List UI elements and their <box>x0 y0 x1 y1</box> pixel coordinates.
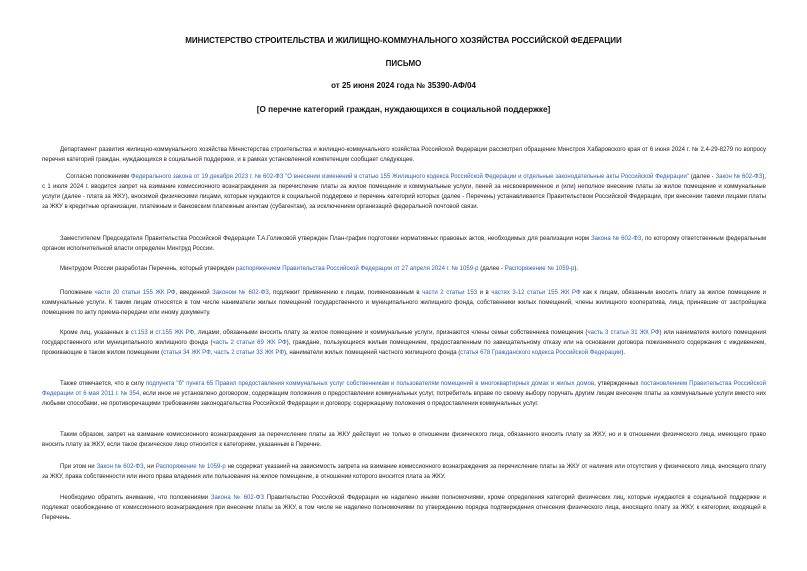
paragraph-text: ). <box>574 266 579 272</box>
paragraph-text: (далее - <box>689 174 716 180</box>
paragraph-9 <box>42 463 766 483</box>
paragraph-2 <box>42 173 766 213</box>
paragraph-text: (далее - <box>478 266 505 272</box>
legal-reference-link[interactable]: частях 3-12 статьи 155 ЖК РФ <box>491 290 581 296</box>
document-subject: [О перечне категорий граждан, нуждающихся в социальной поддержке] <box>256 105 551 114</box>
paragraph-text: ), наниматели жилых помещений частного жилищного фонда ( <box>283 349 461 356</box>
paragraph-text: , подлежит применению к лицам, поименованным в <box>268 290 423 296</box>
legal-reference-link[interactable]: статья 678 Гражданского кодекса Российской Федерации <box>460 349 622 356</box>
legal-reference-link[interactable]: Федерального закона от 19 декабря 2023 г. № 602-ФЗ "О внесении изменений в статью 155 Жилищного кодекса Российской Федерации и отдельные законодательные акты Российской Федерации" <box>130 174 690 180</box>
paragraph-text: , по которому ответственным федеральным органом исполнительной власти определен Минтруд России. <box>42 236 766 252</box>
paragraph-1 <box>42 146 766 166</box>
legal-reference-link[interactable]: Закона № 602-ФЗ <box>590 236 642 242</box>
paragraph-10 <box>42 494 766 524</box>
paragraph-text: , <box>210 349 215 356</box>
paragraph-8 <box>42 431 766 451</box>
paragraph-text: не содержат указаний на зависимость запрета на взимание комиссионного вознаграждения за перечисление платы за ЖКУ от наличия или отсутствия у физического лица, вносящего плату за ЖКУ, права собственности или иного права владения или пользования на жилое помещение, в отношении которого вносится плата за ЖКУ. <box>42 464 766 480</box>
legal-reference-link[interactable]: ст.155 ЖК РФ <box>155 330 195 336</box>
paragraph-7 <box>42 380 766 410</box>
legal-reference-link[interactable]: Распоряжение № 1059-р <box>155 464 226 470</box>
paragraph-6 <box>42 329 766 359</box>
legal-reference-link[interactable]: распоряжением Правительства Российской Федерации от 27 апреля 2024 г. № 1059-р <box>235 266 479 272</box>
paragraph-text: как к лицам, обязанным вносить плату за жилое помещение и коммунальные услуги. К таким лицам относятся в том числе наниматели жилых помещений государственного и муниципального жилищного фонда, собственники жилых помещений, члены жилищного кооператива, лица, принявшие от застройщика помещение по акту приема-передачи или иному документу. <box>42 290 766 316</box>
legal-reference-link[interactable]: постановлением Правительства Российской Федерации от 6 мая 2011 г. № 354 <box>42 381 767 397</box>
legal-reference-link[interactable]: части 2 статьи 153 <box>422 290 478 296</box>
paragraph-text: , утвержденных <box>594 381 641 387</box>
legal-reference-link[interactable]: статья 34 ЖК РФ <box>163 349 211 356</box>
legal-reference-link[interactable]: часть 2 статьи 69 ЖК РФ <box>212 339 287 346</box>
paragraph-text: Департамент развития жилищно-коммунального хозяйства Министерства строительства и жилищно-коммунального хозяйства Российской Федерации рассмотрел обращение Минстроя Хабаровского края от 6 июня 2024 г. № 2.4-29-8279 по вопросу перечня категорий граждан, нуждающихся в социальной поддержке, и в рамках установленной компетенции сообщает следующее. <box>42 147 766 163</box>
legal-reference-link[interactable]: подпункта "б" пункта 65 Правил предоставления коммунальных услуг собственникам и пользователям помещений в многоквартирных домах и жилых домов <box>145 381 595 387</box>
paragraph-text: , если иное не установлено договором, содержащим положения о предоставлении коммунальных услуг, потребитель вправе по своему выбору поручать другим лицам внесение платы за коммунальные услуги вместо них любыми способами, не противоречащими требованиям законодательства Российской Федерации и договору, содержащему положения о предоставлении коммунальных услуг. <box>42 390 767 407</box>
paragraph-text: Необходимо обратить внимание, что положениями <box>60 495 211 501</box>
legal-reference-link[interactable]: Закона № 602-ФЗ <box>210 495 265 501</box>
paragraph-5 <box>42 289 766 319</box>
paragraph-3 <box>42 235 766 255</box>
paragraph-text: При этом ни <box>60 464 97 470</box>
paragraph-text: , введенной <box>175 290 213 296</box>
paragraph-text: Согласно положениям <box>66 174 131 180</box>
paragraph-text: ), граждане, пользующиеся жилым помещением, предоставленным по завещательному отказу или на основании договора пожизненного содержания с иждивением, проживающие в таком жилом помещении ( <box>42 339 766 356</box>
document-date-number: от 25 июня 2024 года № 35390-АФ/04 <box>331 81 476 90</box>
paragraph-text: , лицами, обязанными вносить плату за жилое помещение и коммунальные услуги, признаются члены семьи собственника помещения ( <box>194 330 588 336</box>
legal-reference-link[interactable]: Законом № 602-ФЗ <box>212 290 269 296</box>
legal-reference-link[interactable]: часть 3 статьи 31 ЖК РФ <box>587 330 660 336</box>
legal-reference-link[interactable]: ст.153 <box>130 330 148 336</box>
paragraph-text: ). <box>621 349 626 356</box>
legal-reference-link[interactable]: части 20 статьи 155 ЖК РФ <box>94 290 176 296</box>
paragraph-text: Кроме лиц, указанных в <box>60 330 131 336</box>
paragraph-text: Заместителем Председателя Правительства Российской Федерации Т.А.Голиковой утвержден План-график подготовки нормативных правовых актов, необходимых для реализации норм <box>60 236 591 242</box>
legal-reference-link[interactable]: Закон № 602-ФЗ <box>96 464 144 470</box>
legal-reference-link[interactable]: Распоряжение № 1059-р <box>504 266 575 272</box>
paragraph-text: ), с 1 июля 2024 г. вводится запрет на взимание комиссионного вознаграждения за перечисление платы за жилое помещение и коммунальные услуги, пеней за несвоевременное и (или) неполное внесение платы за жилое помещение и коммунальные услуги (далее - плата за ЖКУ), вносимой физическими лицами, которые нуждаются в социальной поддержке и перечень категорий которых (далее - Перечень) устанавливается Правительством Российской Федерации, при внесении такими лицами платы за ЖКУ в кредитные организации, платежным и банковским платежным агентам (субагентам), за исключением организаций федеральной почтовой связи. <box>42 174 767 210</box>
paragraph-text: Минтрудом России разработан Перечень, который утвержден <box>60 266 236 272</box>
paragraph-text: ) или нанимателя жилого помещения государственного или муниципального жилищного фонда ( <box>42 330 767 346</box>
legal-reference-link[interactable]: Закон № 602-ФЗ <box>715 174 763 180</box>
legal-reference-link[interactable]: часть 2 статьи 33 ЖК РФ <box>214 349 284 356</box>
paragraph-text: Также отмечается, что в силу <box>60 381 146 387</box>
ministry-title: МИНИСТЕРСТВО СТРОИТЕЛЬСТВА И ЖИЛИЩНО-КОММУНАЛЬНОГО ХОЗЯЙСТВА РОССИЙСКОЙ ФЕДЕРАЦИИ <box>185 36 622 45</box>
document-type: ПИСЬМО <box>385 59 422 68</box>
paragraph-text: Положение <box>60 290 95 296</box>
paragraph-text: Правительство Российской Федерации не наделено иными полномочиями, кроме определения категорий физических лиц, которые нуждаются в социальной поддержке и подлежат освобождению от комиссионного вознаграждения при внесении платы за ЖКУ, в том числе не наделено полномочиями по утверждению порядка подтверждения отнесения физического лица, вносящего плату за ЖКУ, к категории, входящей в Перечень. <box>42 495 766 521</box>
paragraph-4 <box>42 265 766 275</box>
paragraph-text: и <box>147 330 156 336</box>
paragraph-text: Таким образом, запрет на взимание комиссионного вознаграждения за перечисление платы за ЖКУ действует не только в отношении физического лица, обязанного вносить плату за ЖКУ, но и в отношении физического лица, имеющего право вносить плату за ЖКУ, если такое физическое лицо относится к категориям, указанным в Перечне. <box>42 432 766 448</box>
paragraph-text: и в <box>477 290 492 296</box>
paragraph-text: , ни <box>143 464 156 470</box>
